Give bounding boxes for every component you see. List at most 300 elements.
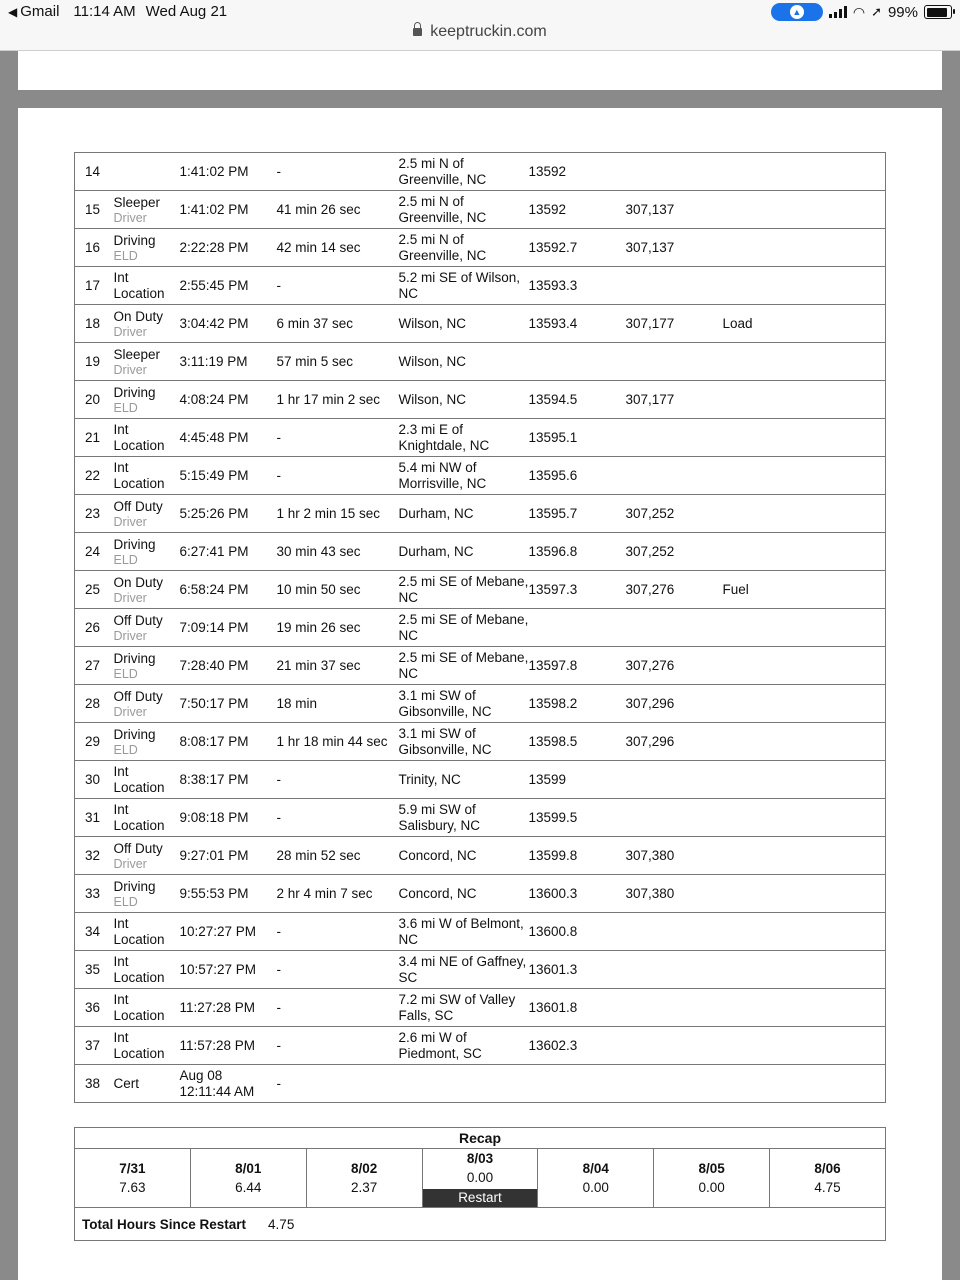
event-number: 37 [75, 1027, 114, 1065]
event-number: 20 [75, 381, 114, 419]
recap-day-hours: 7.63 [119, 1180, 146, 1195]
status-origin: Driver [113, 324, 147, 339]
event-number: 15 [75, 191, 114, 229]
status-left [8, 3, 237, 20]
events-table [74, 152, 886, 1103]
event-time: 2:55:45 PM [180, 267, 277, 305]
table-row [75, 723, 886, 761]
event-engine-hours: 307,380 [626, 837, 723, 875]
event-odometer: 13599 [529, 761, 626, 799]
recap-day [654, 1149, 770, 1208]
event-number: 16 [75, 229, 114, 267]
back-arrow-icon[interactable]: ◀ [8, 5, 18, 19]
event-odometer: 13596.8 [529, 533, 626, 571]
event-notes [723, 989, 886, 1027]
event-status [114, 571, 180, 609]
status-label: Int Location [113, 269, 165, 301]
event-location: 2.5 mi N of Greenville, NC [399, 191, 529, 229]
status-label: Off Duty [113, 612, 163, 628]
table-row [75, 1027, 886, 1065]
event-odometer: 13597.8 [529, 647, 626, 685]
event-time: 7:09:14 PM [180, 609, 277, 647]
event-status [114, 1065, 180, 1103]
event-engine-hours [626, 799, 723, 837]
event-status [114, 229, 180, 267]
event-duration: - [277, 989, 399, 1027]
event-notes [723, 381, 886, 419]
event-time: 4:08:24 PM [180, 381, 277, 419]
event-number: 29 [75, 723, 114, 761]
event-time: 4:45:48 PM [180, 419, 277, 457]
event-duration: 19 min 26 sec [277, 609, 399, 647]
status-label: Sleeper [113, 194, 161, 210]
location-arrow-icon: ➚ [871, 4, 882, 19]
event-location: 2.5 mi SE of Mebane, NC [399, 571, 529, 609]
event-location: 2.5 mi N of Greenville, NC [399, 229, 529, 267]
ios-status-bar [0, 0, 960, 51]
recap-day-hours: 0.00 [582, 1180, 609, 1195]
recap-day-label: 8/01 [235, 1161, 262, 1176]
event-engine-hours [626, 1027, 723, 1065]
recap-day-hours: 4.75 [814, 1180, 841, 1195]
recap-day-hours: 0.00 [698, 1180, 725, 1195]
event-status [114, 153, 180, 191]
status-label: Int Location [113, 915, 165, 947]
event-number: 36 [75, 989, 114, 1027]
table-row [75, 989, 886, 1027]
status-origin: Driver [113, 628, 147, 643]
event-duration: - [277, 1027, 399, 1065]
event-number: 34 [75, 913, 114, 951]
event-time: 5:15:49 PM [180, 457, 277, 495]
event-notes [723, 875, 886, 913]
event-odometer: 13598.5 [529, 723, 626, 761]
status-right [771, 3, 952, 21]
event-engine-hours: 307,296 [626, 685, 723, 723]
event-status [114, 875, 180, 913]
event-location: Wilson, NC [399, 381, 529, 419]
event-duration: 30 min 43 sec [277, 533, 399, 571]
event-status [114, 457, 180, 495]
event-time: 6:58:24 PM [180, 571, 277, 609]
event-notes: Load [723, 305, 886, 343]
status-origin: Driver [113, 856, 147, 871]
event-location: 3.1 mi SW of Gibsonville, NC [399, 685, 529, 723]
event-location: Trinity, NC [399, 761, 529, 799]
event-status [114, 1027, 180, 1065]
event-notes [723, 191, 886, 229]
event-engine-hours [626, 913, 723, 951]
event-time: 11:27:28 PM [180, 989, 277, 1027]
recap-day [306, 1149, 422, 1208]
event-notes [723, 533, 886, 571]
table-row [75, 837, 886, 875]
event-odometer: 13595.6 [529, 457, 626, 495]
event-time: 7:28:40 PM [180, 647, 277, 685]
table-row [75, 381, 886, 419]
recap-day-label: 8/03 [466, 1151, 494, 1166]
event-status [114, 951, 180, 989]
event-duration: 18 min [277, 685, 399, 723]
event-odometer: 13592.7 [529, 229, 626, 267]
event-notes [723, 609, 886, 647]
event-number: 38 [75, 1065, 114, 1103]
table-row [75, 685, 886, 723]
table-row [75, 951, 886, 989]
event-engine-hours [626, 989, 723, 1027]
event-engine-hours: 307,177 [626, 305, 723, 343]
event-location: 2.3 mi E of Knightdale, NC [399, 419, 529, 457]
event-engine-hours [626, 419, 723, 457]
event-status [114, 609, 180, 647]
event-number: 32 [75, 837, 114, 875]
event-location: 3.6 mi W of Belmont, NC [399, 913, 529, 951]
table-row [75, 495, 886, 533]
event-number: 25 [75, 571, 114, 609]
table-row [75, 153, 886, 191]
event-engine-hours [626, 457, 723, 495]
wifi-icon: ◠ [852, 3, 866, 20]
table-row [75, 913, 886, 951]
event-time: 6:27:41 PM [180, 533, 277, 571]
status-origin: ELD [113, 552, 138, 567]
status-label: Driving [113, 650, 156, 666]
recap-day-label: 8/05 [698, 1161, 725, 1176]
event-notes [723, 837, 886, 875]
back-to-app-link[interactable]: Gmail [20, 3, 60, 20]
recap-day-label: 8/06 [814, 1161, 841, 1176]
status-origin: ELD [113, 248, 138, 263]
event-engine-hours: 307,296 [626, 723, 723, 761]
event-time: 10:27:27 PM [180, 913, 277, 951]
event-time: 9:08:18 PM [180, 799, 277, 837]
event-status [114, 989, 180, 1027]
event-time: 1:41:02 PM [180, 153, 277, 191]
status-origin: Driver [113, 514, 147, 529]
table-row [75, 761, 886, 799]
event-duration: 28 min 52 sec [277, 837, 399, 875]
recap-day [422, 1149, 538, 1208]
event-status [114, 305, 180, 343]
status-label: Driving [113, 232, 156, 248]
event-location: Durham, NC [399, 533, 529, 571]
event-odometer: 13594.5 [529, 381, 626, 419]
event-status [114, 495, 180, 533]
event-status [114, 723, 180, 761]
event-location: 2.5 mi SE of Mebane, NC [399, 647, 529, 685]
event-notes [723, 951, 886, 989]
event-duration: - [277, 267, 399, 305]
recap-day-hours: 0.00 [466, 1170, 494, 1185]
status-label: Cert [113, 1075, 140, 1091]
event-duration: - [277, 153, 399, 191]
battery-fill [927, 8, 947, 17]
status-label: Int Location [113, 1029, 165, 1061]
table-row [75, 229, 886, 267]
event-odometer [529, 609, 626, 647]
previous-page-sheet [18, 51, 942, 90]
battery-percent: 99% [887, 3, 918, 21]
event-odometer: 13601.3 [529, 951, 626, 989]
table-row [75, 191, 886, 229]
event-duration: 42 min 14 sec [277, 229, 399, 267]
event-time: 11:57:28 PM [180, 1027, 277, 1065]
status-origin: Driver [113, 590, 147, 605]
status-label: Sleeper [113, 346, 161, 362]
status-label: Off Duty [113, 840, 163, 856]
table-row [75, 305, 886, 343]
location-pill-icon: ▲ [771, 3, 823, 21]
event-odometer: 13599.8 [529, 837, 626, 875]
event-notes [723, 647, 886, 685]
event-engine-hours: 307,380 [626, 875, 723, 913]
event-odometer: 13601.8 [529, 989, 626, 1027]
status-origin: ELD [113, 666, 138, 681]
recap-day [190, 1149, 306, 1208]
event-odometer: 13593.4 [529, 305, 626, 343]
event-engine-hours: 307,276 [626, 647, 723, 685]
total-hours-label: Total Hours Since Restart [82, 1216, 247, 1232]
event-notes [723, 723, 886, 761]
status-label: Int Location [113, 801, 165, 833]
event-odometer: 13595.7 [529, 495, 626, 533]
event-engine-hours [626, 1065, 723, 1103]
event-engine-hours: 307,276 [626, 571, 723, 609]
table-row [75, 343, 886, 381]
event-odometer: 13593.3 [529, 267, 626, 305]
event-location: 5.4 mi NW of Morrisville, NC [399, 457, 529, 495]
event-engine-hours [626, 343, 723, 381]
event-duration: - [277, 799, 399, 837]
event-notes [723, 1027, 886, 1065]
event-duration: 6 min 37 sec [277, 305, 399, 343]
event-odometer: 13595.1 [529, 419, 626, 457]
table-row [75, 875, 886, 913]
status-label: Off Duty [113, 688, 163, 704]
event-status [114, 191, 180, 229]
event-status [114, 913, 180, 951]
event-odometer: 13600.8 [529, 913, 626, 951]
event-duration: 1 hr 18 min 44 sec [277, 723, 399, 761]
event-engine-hours [626, 951, 723, 989]
status-label: Int Location [113, 421, 165, 453]
recap-day [770, 1149, 886, 1208]
status-label: Driving [113, 878, 156, 894]
event-notes [723, 419, 886, 457]
event-time: 8:38:17 PM [180, 761, 277, 799]
table-row [75, 799, 886, 837]
event-odometer [529, 343, 626, 381]
event-status [114, 381, 180, 419]
event-number: 31 [75, 799, 114, 837]
event-number: 22 [75, 457, 114, 495]
status-label: Int Location [113, 991, 165, 1023]
event-location: 5.2 mi SE of Wilson, NC [399, 267, 529, 305]
recap-day-label: 7/31 [119, 1161, 146, 1176]
event-status [114, 685, 180, 723]
event-number: 35 [75, 951, 114, 989]
event-notes [723, 913, 886, 951]
event-status [114, 837, 180, 875]
event-notes [723, 1065, 886, 1103]
lock-icon [413, 28, 422, 36]
event-engine-hours [626, 761, 723, 799]
event-notes [723, 685, 886, 723]
event-notes [723, 267, 886, 305]
event-notes: Fuel [723, 571, 886, 609]
event-time: Aug 08 12:11:44 AM [180, 1065, 277, 1103]
table-row [75, 267, 886, 305]
event-location [399, 1065, 529, 1103]
event-location: Wilson, NC [399, 305, 529, 343]
url-text: keeptruckin.com [430, 23, 547, 40]
status-label: Int Location [113, 763, 165, 795]
event-odometer: 13598.2 [529, 685, 626, 723]
event-time: 10:57:27 PM [180, 951, 277, 989]
event-location: 3.4 mi NE of Gaffney, SC [399, 951, 529, 989]
event-notes [723, 343, 886, 381]
event-number: 33 [75, 875, 114, 913]
event-duration: - [277, 1065, 399, 1103]
recap-day-hours: 6.44 [235, 1180, 262, 1195]
event-time: 3:11:19 PM [180, 343, 277, 381]
event-duration: - [277, 457, 399, 495]
status-origin: ELD [113, 894, 138, 909]
event-engine-hours: 307,137 [626, 191, 723, 229]
battery-icon [924, 5, 952, 19]
recap-day-hours: 2.37 [350, 1180, 378, 1195]
event-status [114, 267, 180, 305]
event-duration: 21 min 37 sec [277, 647, 399, 685]
event-time: 3:04:42 PM [180, 305, 277, 343]
event-odometer: 13597.3 [529, 571, 626, 609]
event-engine-hours [626, 267, 723, 305]
event-time: 7:50:17 PM [180, 685, 277, 723]
event-number: 30 [75, 761, 114, 799]
event-notes [723, 153, 886, 191]
event-location: 2.5 mi SE of Mebane, NC [399, 609, 529, 647]
recap-title: Recap [75, 1128, 886, 1149]
status-label: Driving [113, 726, 156, 742]
event-status [114, 419, 180, 457]
event-status [114, 533, 180, 571]
table-row [75, 1065, 886, 1103]
event-notes [723, 799, 886, 837]
restart-badge: Restart [423, 1189, 538, 1207]
address-bar[interactable] [0, 23, 960, 41]
status-label: Int Location [113, 459, 165, 491]
event-duration: 41 min 26 sec [277, 191, 399, 229]
event-number: 24 [75, 533, 114, 571]
event-number: 18 [75, 305, 114, 343]
recap-day [538, 1149, 654, 1208]
event-location: 3.1 mi SW of Gibsonville, NC [399, 723, 529, 761]
event-notes [723, 229, 886, 267]
event-time: 2:22:28 PM [180, 229, 277, 267]
event-location: 2.6 mi W of Piedmont, SC [399, 1027, 529, 1065]
status-origin: Driver [113, 210, 147, 225]
status-label: Int Location [113, 953, 165, 985]
event-time: 1:41:02 PM [180, 191, 277, 229]
recap-table [74, 1127, 886, 1241]
event-location: 7.2 mi SW of Valley Falls, SC [399, 989, 529, 1027]
recap-day-label: 8/04 [582, 1161, 609, 1176]
event-location: Concord, NC [399, 837, 529, 875]
event-duration: 1 hr 17 min 2 sec [277, 381, 399, 419]
event-time: 8:08:17 PM [180, 723, 277, 761]
status-origin: ELD [113, 742, 138, 757]
event-number: 21 [75, 419, 114, 457]
event-location: Durham, NC [399, 495, 529, 533]
table-row [75, 571, 886, 609]
cellular-signal-icon [829, 6, 847, 18]
event-notes [723, 457, 886, 495]
event-location: 5.9 mi SW of Salisbury, NC [399, 799, 529, 837]
status-origin: ELD [113, 400, 138, 415]
total-hours-row [75, 1208, 886, 1241]
event-odometer: 13599.5 [529, 799, 626, 837]
clock: 11:14 AM [73, 3, 136, 20]
recap-day-label: 8/02 [350, 1161, 378, 1176]
event-engine-hours [626, 153, 723, 191]
table-row [75, 419, 886, 457]
event-engine-hours: 307,252 [626, 533, 723, 571]
status-label: On Duty [113, 308, 164, 324]
event-time: 9:55:53 PM [180, 875, 277, 913]
event-location: Wilson, NC [399, 343, 529, 381]
event-duration: - [277, 951, 399, 989]
event-number: 26 [75, 609, 114, 647]
table-row [75, 457, 886, 495]
event-odometer [529, 1065, 626, 1103]
event-number: 17 [75, 267, 114, 305]
event-engine-hours: 307,252 [626, 495, 723, 533]
event-engine-hours [626, 609, 723, 647]
event-time: 5:25:26 PM [180, 495, 277, 533]
event-number: 23 [75, 495, 114, 533]
status-label: Driving [113, 536, 156, 552]
table-row [75, 647, 886, 685]
status-origin: Driver [113, 362, 147, 377]
table-row [75, 533, 886, 571]
event-location: 2.5 mi N of Greenville, NC [399, 153, 529, 191]
total-hours-value: 4.75 [268, 1216, 295, 1232]
event-number: 19 [75, 343, 114, 381]
event-time: 9:27:01 PM [180, 837, 277, 875]
event-notes [723, 761, 886, 799]
event-number: 28 [75, 685, 114, 723]
event-number: 27 [75, 647, 114, 685]
status-label: Driving [113, 384, 156, 400]
event-engine-hours: 307,137 [626, 229, 723, 267]
event-location: Concord, NC [399, 875, 529, 913]
event-odometer: 13600.3 [529, 875, 626, 913]
event-duration: 10 min 50 sec [277, 571, 399, 609]
status-label: On Duty [113, 574, 164, 590]
event-status [114, 647, 180, 685]
event-number: 14 [75, 153, 114, 191]
table-row [75, 609, 886, 647]
event-odometer: 13592 [529, 153, 626, 191]
event-odometer: 13592 [529, 191, 626, 229]
event-status [114, 761, 180, 799]
event-engine-hours: 307,177 [626, 381, 723, 419]
date: Wed Aug 21 [145, 3, 228, 20]
event-duration: 1 hr 2 min 15 sec [277, 495, 399, 533]
event-status [114, 799, 180, 837]
recap-day [75, 1149, 191, 1208]
event-duration: 57 min 5 sec [277, 343, 399, 381]
